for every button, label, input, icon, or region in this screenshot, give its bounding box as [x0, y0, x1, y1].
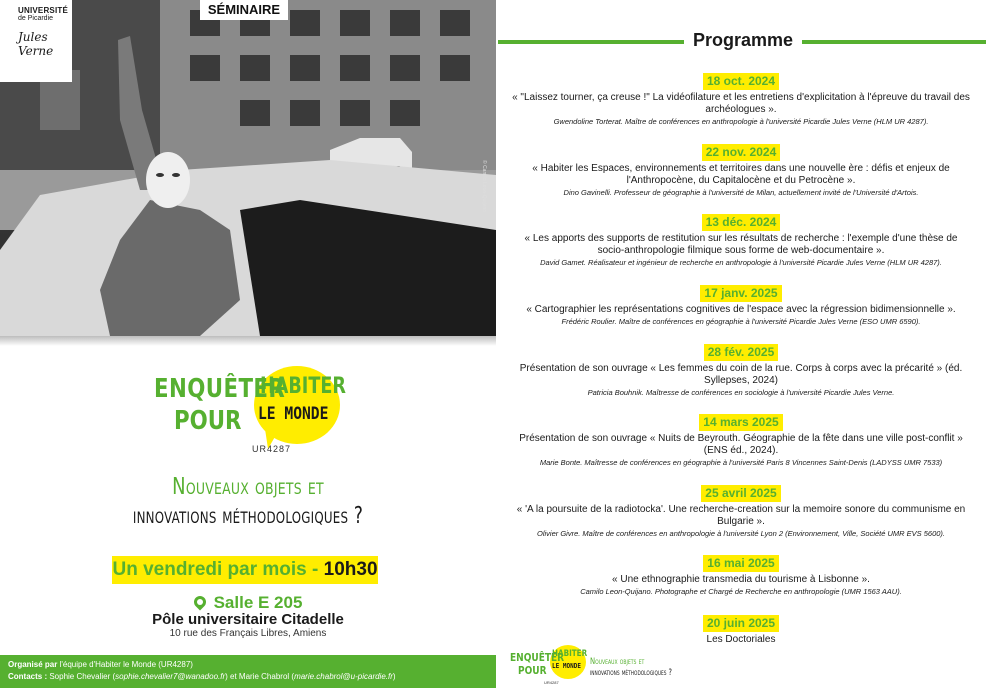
programme-title: Programme [692, 30, 794, 50]
session-speaker: Dino Gavinelli. Professeur de géographie à l'université de Milan, actuellement invité de l'Université d'Artois. [563, 188, 919, 197]
mini-brand-enqueter: ENQUÊTER [510, 651, 565, 664]
mini-brand-le-monde: LE MONDE [552, 662, 581, 670]
location-pin-icon [191, 594, 208, 611]
brand-le-monde: LE MONDE [258, 404, 329, 424]
session-date: 22 nov. 2024 [702, 144, 781, 161]
session-talk: Présentation de son ouvrage « Les femmes du coin de la rue. Corps à corps avec la précarité » (éd. Syllepses, 2024) [519, 363, 963, 386]
contacts-line [8, 671, 488, 683]
session-date: 20 juin 2025 [703, 615, 779, 632]
session-speaker: Patricia Bouhnik. Maîtresse de conférences en sociologie à l'université Picardie Jules Verne. [587, 388, 895, 397]
schedule-prefix: Un vendredi par mois - [112, 559, 324, 580]
brand-enqueter: ENQUÊTER [154, 374, 286, 404]
session-talk: Les Doctoriales [706, 634, 776, 645]
session-speaker: Olivier Givre. Maître de conférences en anthropologie à l'université Lyon 2 (Environnement, Ville, Société UMR EVS 5600). [536, 529, 946, 538]
session-date: 14 mars 2025 [699, 414, 782, 431]
photo-credit: © Camilo Leon-Quijano [481, 160, 487, 213]
brand-pour: POUR [174, 406, 242, 436]
university-logo-line2: de Picardie [18, 15, 54, 22]
programme-panel [496, 0, 986, 699]
mini-title-line1: Nouveaux objets et [590, 657, 645, 667]
session-item [496, 72, 986, 127]
photo-fade [0, 336, 496, 346]
mini-title-line2: innovations méthodologiques ? [590, 668, 672, 678]
organiser-label: Organisé par [8, 660, 58, 669]
brand-ur: UR4287 [252, 444, 292, 454]
session-date: 13 déc. 2024 [702, 214, 781, 231]
session-talk: « Les apports des supports de restitution sur les résultats de recherche : l'exemple d'une thèse de socio-anthropologie filmique sous forme de web-documentaire ». [524, 233, 958, 256]
session-speaker: David Gamet. Réalisateur et ingénieur de recherche en anthropologie à l'université Picardie Jules Verne (HLM UR 4287). [540, 258, 942, 267]
room-line [0, 593, 496, 613]
organiser-line [8, 659, 488, 671]
brand-logo [148, 368, 368, 468]
mini-brand-ur: UR4287 [544, 680, 559, 685]
session-date: 17 janv. 2025 [700, 285, 781, 302]
session-item [496, 614, 986, 646]
campus-name: Pôle universitaire Citadelle [152, 611, 344, 628]
session-talk: « 'A la poursuite de la radiotocka'. Une recherche-creation sur la memoire sonore du communisme en Bulgarie ». [516, 504, 966, 527]
session-item [496, 413, 986, 468]
session-date: 16 mai 2025 [703, 555, 778, 572]
footer-brand-logo [510, 647, 710, 687]
schedule-time: 10h30 [323, 559, 378, 580]
contact-separator: ) et Marie Chabrol ( [225, 672, 295, 681]
session-speaker: Camilo Leon-Quijano. Photographe et Chargé de Recherche en anthropologie (UMR 1563 AAU). [580, 587, 902, 596]
session-item [496, 484, 986, 539]
footer-bar [0, 655, 496, 688]
university-logo-line1: UNIVERSITÉ [18, 6, 69, 15]
session-talk: « Cartographier les représentations cognitives de l'espace avec la régression bidimensionnelle ». [526, 304, 956, 315]
session-speaker: Gwendoline Torterat. Maître de conférences en anthropologie à l'université Picardie Jules Verne (HLM UR 4287). [553, 117, 929, 126]
university-logo [0, 0, 72, 82]
session-speaker: Marie Bonte. Maîtresse de conférences en géographie à l'université Paris 8 Vincennes Saint-Denis (LADYSS UMR 7533) [539, 458, 943, 467]
room-name: Salle E 205 [213, 593, 303, 612]
session-item [496, 554, 986, 597]
session-date: 18 oct. 2024 [703, 73, 779, 90]
session-item [496, 343, 986, 398]
schedule-banner [112, 556, 378, 584]
seminar-tag: SÉMINAIRE [200, 0, 288, 20]
contact2-email-link[interactable]: marie.chabrol@u-picardie.fr [294, 672, 393, 681]
campus-address: 10 rue des Français Libres, Amiens [169, 628, 327, 639]
contact1-email-link[interactable]: sophie.chevalier7@wanadoo.fr [115, 672, 226, 681]
contacts-label: Contacts : [8, 672, 48, 681]
session-talk: « "Laissez tourner, ça creuse !" La vidéofilature et les entretiens d'explicitation à l'épreuve du travail des archéologues ». [512, 92, 970, 115]
session-talk: « Une ethnographie transmedia du tourisme à Lisbonne ». [612, 574, 870, 585]
session-item [496, 213, 986, 268]
session-date: 25 avril 2025 [701, 485, 780, 502]
mini-brand-habiter: HABITER [552, 649, 588, 659]
session-date: 28 fév. 2025 [704, 344, 779, 361]
seminar-title-line2: innovations méthodologiques ? [132, 503, 364, 529]
masked-man-photo-illustration [0, 0, 496, 336]
university-logo-line3: Jules Verne [18, 30, 54, 58]
programme-rule-left [498, 40, 684, 44]
brand-habiter: HABITER [260, 374, 346, 399]
mini-brand-pour: POUR [518, 664, 547, 677]
contact1-name: Sophie Chevalier ( [47, 672, 116, 681]
organiser-text: l'équipe d'Habiter le Monde (UR4287) [57, 660, 193, 669]
programme-rule-right [802, 40, 986, 44]
session-talk: « Habiter les Espaces, environnements et territoires dans une nouvelle ère : défis et enjeux de l'Anthropocène, du Capitalocène et du Petrocène ». [532, 163, 950, 186]
session-speaker: Frédéric Roulier. Maître de conférences en géographie à l'université Picardie Jules Verne (ESO UMR 6590). [561, 317, 921, 326]
cover-photo [0, 0, 496, 336]
seminar-title-line1: Nouveaux objets et [172, 474, 324, 500]
contact-end: ) [392, 672, 396, 681]
session-item [496, 284, 986, 327]
session-item [496, 143, 986, 198]
session-talk: Présentation de son ouvrage « Nuits de Beyrouth. Géographie de la fête dans une ville post-conflit » (ENS éd., 2024). [519, 433, 963, 456]
